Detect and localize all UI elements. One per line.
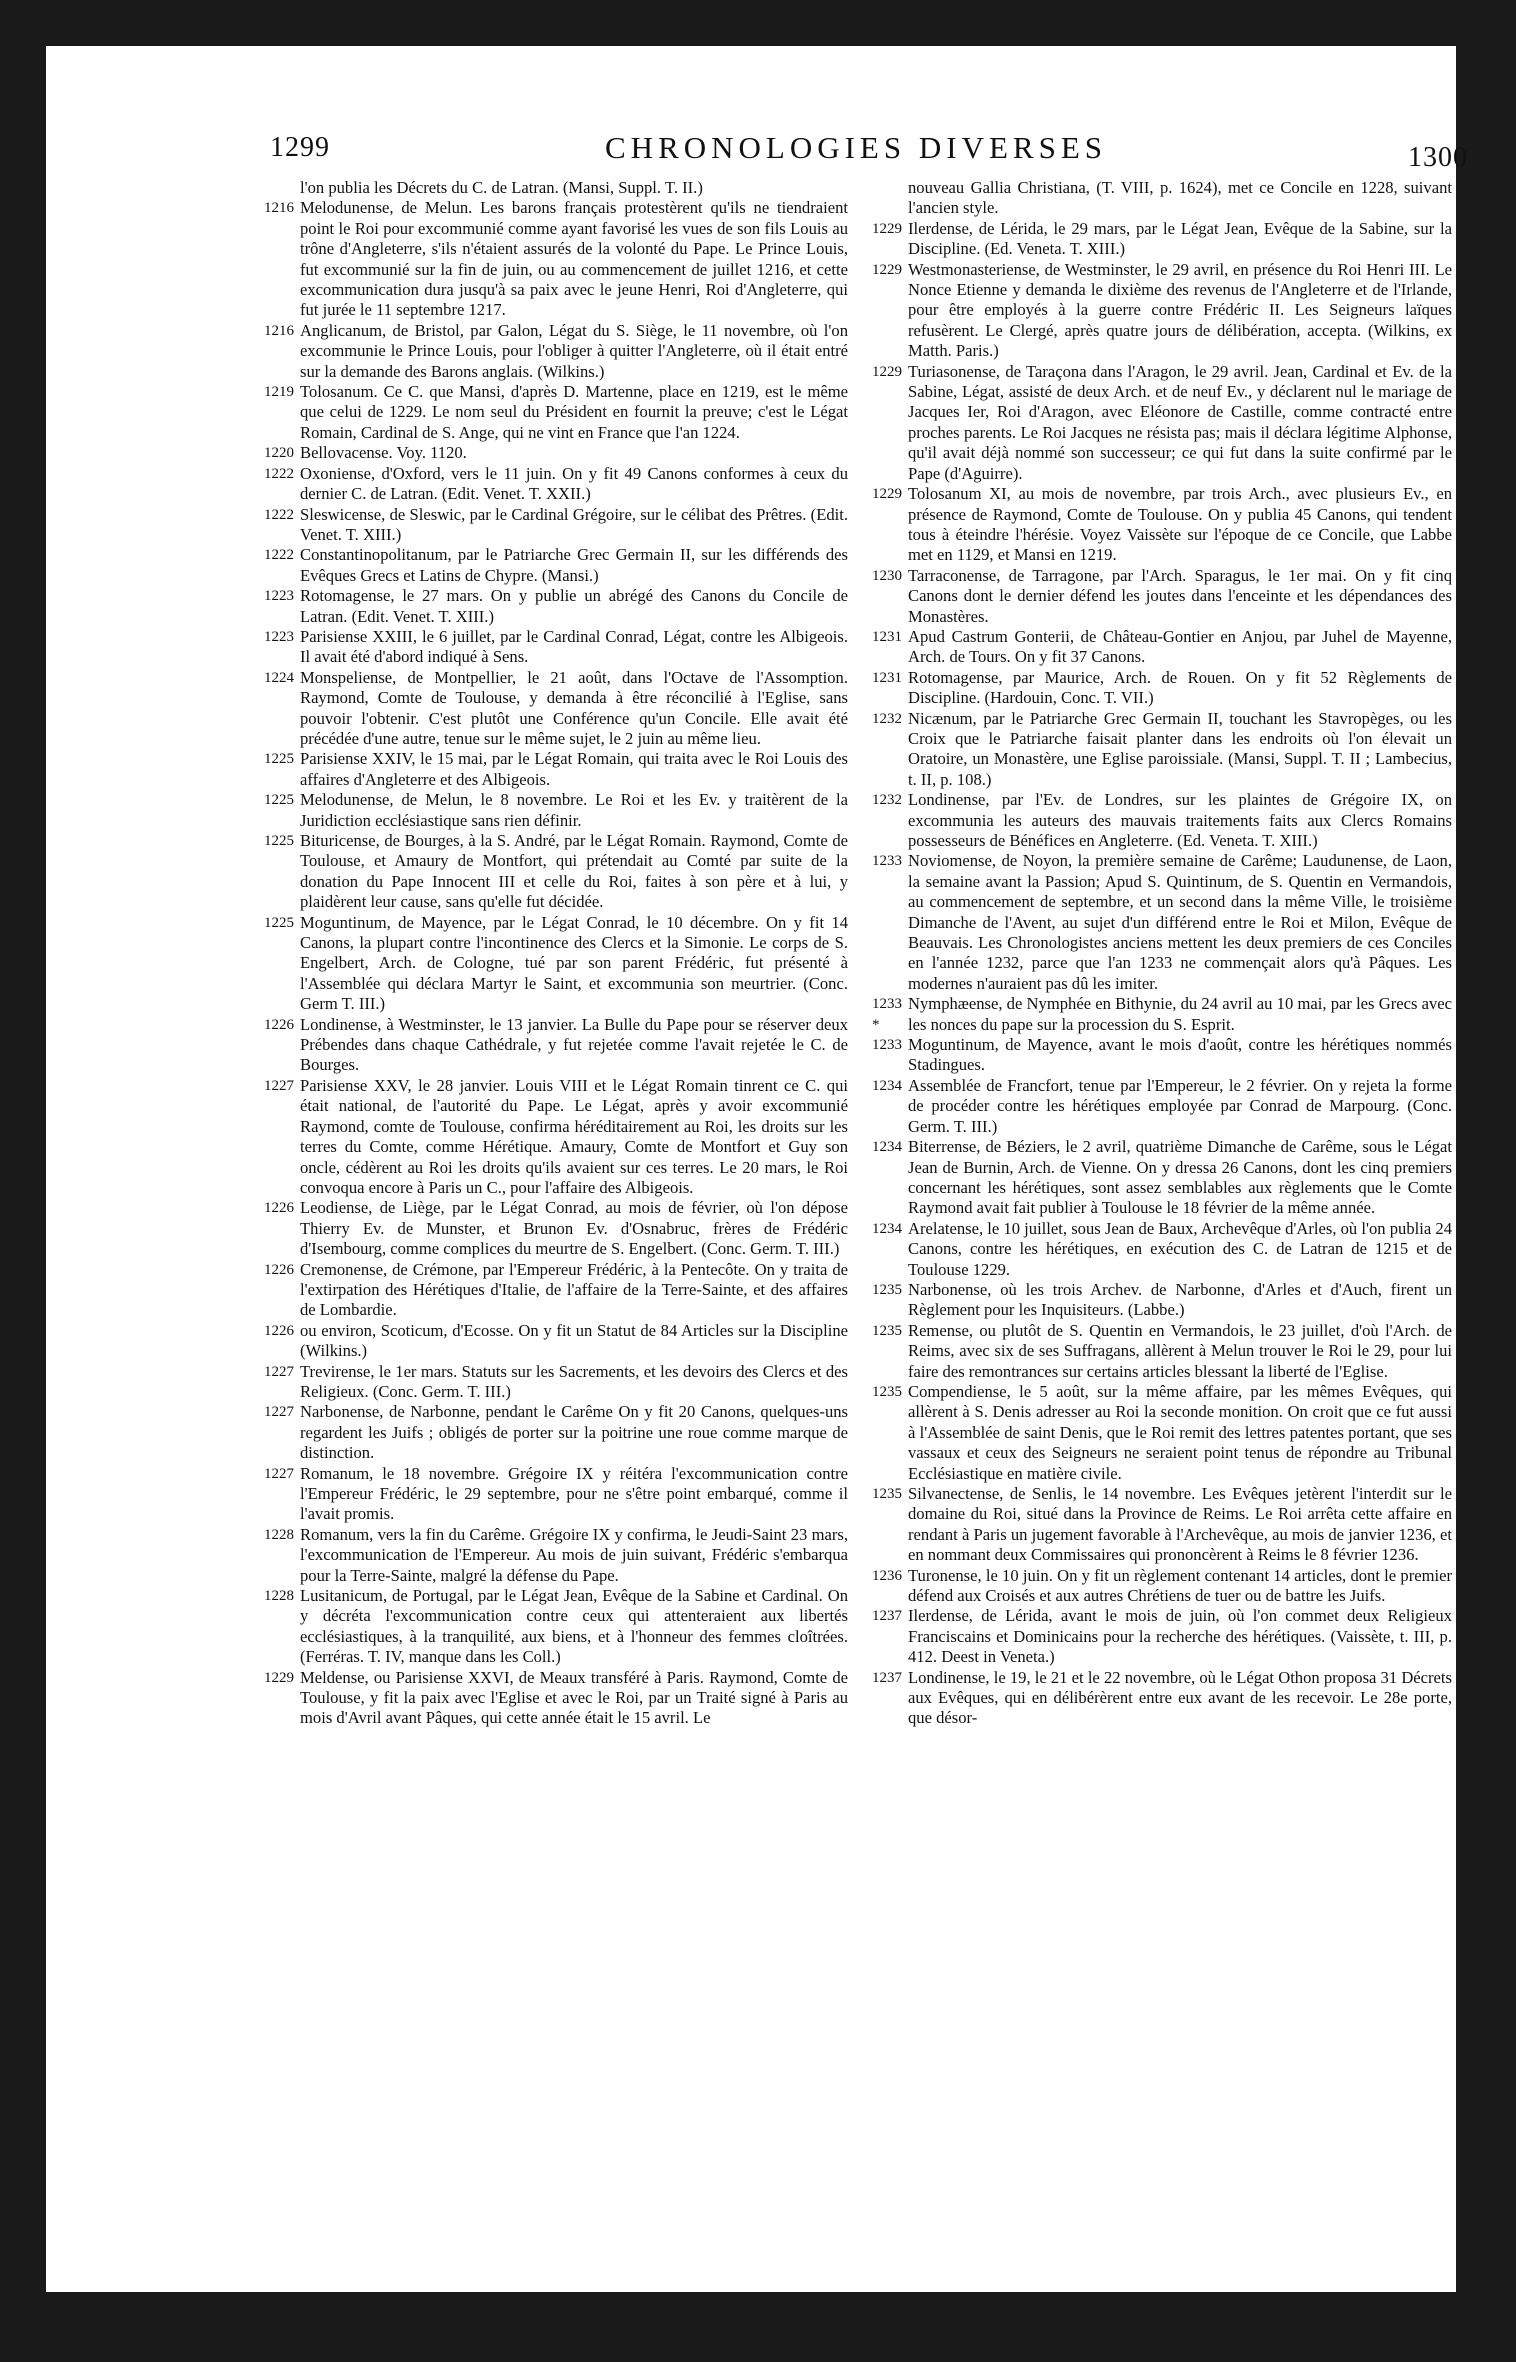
council-entry bbox=[872, 259, 1452, 362]
entry-year: 1234 bbox=[872, 1220, 902, 1237]
entry-year: 1223 bbox=[264, 628, 294, 645]
entry-year: 1227 bbox=[264, 1404, 294, 1421]
entry-year: 1216 bbox=[264, 200, 294, 217]
entry-text: Ilerdense, de Lérida, le 29 mars, par le Légat Jean, Evêque de la Sabine, sur la Discipline. (Ed. Veneta. T. XIII.) bbox=[908, 218, 1452, 259]
entry-text: Rotomagense, le 27 mars. On y publie un abrégé des Canons du Concile de Latran. (Edit. Venet. T. XIII.) bbox=[300, 586, 848, 626]
council-entry bbox=[872, 626, 1452, 668]
entry-year: 1226 bbox=[264, 1016, 294, 1033]
entry-text: Sleswicense, de Sleswic, par le Cardinal Grégoire, sur le célibat des Prêtres. (Edit. Venet. T. XIII.) bbox=[300, 504, 848, 544]
entry-text: Leodiense, de Liège, par le Légat Conrad, au mois de février, où l'on dépose Thierry Ev. de Munster, et Brunon Ev. d'Osnabruc, frères de Frédéric d'Isembourg, comme complices du meurtre de S. Engelbert. (Conc. Germ. T. III.) bbox=[300, 1198, 848, 1259]
council-entry bbox=[264, 198, 848, 320]
entry-text: Apud Castrum Gonterii, de Château-Gontier en Anjou, par Juhel de Mayenne, Arch. de Tours. On y fit 37 Canons. bbox=[908, 626, 1452, 667]
entry-text: Turonense, le 10 juin. On y fit un règlement contenant 14 articles, dont le premier défend aux Croisés et aux autres Chrétiens de tuer ou de battre les Juifs. bbox=[908, 1565, 1452, 1606]
entry-year: 1226 bbox=[264, 1322, 294, 1339]
council-entry bbox=[264, 626, 848, 668]
council-entry bbox=[872, 994, 1452, 1035]
council-entry bbox=[264, 1402, 848, 1463]
entry-text: Remense, ou plutôt de S. Quentin en Vermandois, le 23 juillet, d'où l'Arch. de Reims, avec six de ses Suffragans, allèrent à Melun trouver le Roi le 29, pour lui faire des remontrances sur certains articles blessant la liberté de l'Eglise. bbox=[908, 1320, 1452, 1381]
page-number-right: 1300 bbox=[1408, 142, 1468, 173]
entry-text: Parisiense XXIII, le 6 juillet, par le Cardinal Conrad, Légat, contre les Albigeois. Il avait été d'abord indiqué à Sens. bbox=[300, 626, 848, 667]
entry-text: Narbonense, de Narbonne, pendant le Carême On y fit 20 Canons, quelques-uns regardent les Juifs ; obligés de porter sur la poitrine une roue comme marque de distinction. bbox=[300, 1402, 848, 1463]
entry-year: 1220 bbox=[264, 445, 294, 462]
entry-text: Silvanectense, de Senlis, le 14 novembre. Les Evêques jetèrent l'interdit sur le domaine du Roi, situé dans la Province de Reims. Le Roi arrêta cette affaire en rendant à Paris un jugement favorable à l'Archevêque, au mois de janvier 1236, et en nommant deux Commissaires qui prononcèrent à Reims le 8 février 1236. bbox=[908, 1484, 1452, 1565]
entry-text: Londinense, par l'Ev. de Londres, sur les plaintes de Grégoire IX, on excommunia les auteurs des mauvais traitements faits aux Clercs Romains possesseurs de Bénéfices en Angleterre. (Ed. Veneta. T. XIII.) bbox=[908, 790, 1452, 850]
entry-text: Arelatense, le 10 juillet, sous Jean de Baux, Archevêque d'Arles, où l'on publia 24 Canons, contre les hérétiques, en exécution des C. de Latran de 1215 et de Toulouse 1229. bbox=[908, 1218, 1452, 1279]
council-entry bbox=[872, 851, 1452, 994]
entry-text: Londinense, à Westminster, le 13 janvier. La Bulle du Pape pour se réserver deux Prébendes dans chaque Cathédrale, y fut rejetée comme l'avait rejetée le C. de Bourges. bbox=[300, 1014, 848, 1075]
entry-text: Narbonense, où les trois Archev. de Narbonne, d'Arles et d'Auch, firent un Règlement pour les Inquisiteurs. (Labbe.) bbox=[908, 1279, 1452, 1320]
council-entry bbox=[264, 443, 848, 463]
entry-text: Monspeliense, de Montpellier, le 21 août, dans l'Octave de l'Assomption. Raymond, Comte de Toulouse, y demanda à être réconcilié à l'Eglise, sans pouvoir l'obtenir. C'est plutôt une Conférence qu'un Concile. Elle avait été précédée d'une autre, tenue sur le même sujet, le 2 juin au même lieu. bbox=[300, 667, 848, 748]
council-entry bbox=[264, 382, 848, 443]
entry-text: Nicænum, par le Patriarche Grec Germain II, touchant les Stavropèges, ou les Croix que le Patriarche faisait planter dans les endroits où l'on élevait un Oratoire, un Monastère, une Eglise paroissiale. (Mansi, Suppl. T. II ; Lambecius, t. II, p. 108.) bbox=[908, 708, 1452, 789]
entry-year: 1235 bbox=[872, 1322, 902, 1339]
council-entry bbox=[264, 1075, 848, 1198]
entry-year: 1227 bbox=[264, 1077, 294, 1094]
council-entry bbox=[872, 1667, 1452, 1729]
entry-year: 1225 bbox=[264, 792, 294, 809]
left-column bbox=[264, 178, 848, 1729]
entry-year: 1232 bbox=[872, 710, 902, 727]
council-entry bbox=[264, 463, 848, 505]
entry-text: Londinense, le 19, le 21 et le 22 novembre, où le Légat Othon proposa 31 Décrets aux Evêques, qui en délibérèrent entre eux avant de les recevoir. Le 28e porte, que désor- bbox=[908, 1667, 1452, 1728]
council-entry bbox=[872, 667, 1452, 709]
entry-year: 1229 bbox=[264, 1669, 294, 1686]
entry-year: 1216 bbox=[264, 322, 294, 339]
council-entry bbox=[264, 1259, 848, 1321]
council-entry bbox=[264, 1014, 848, 1076]
left-entries bbox=[264, 198, 848, 1728]
entry-text: Moguntinum, de Mayence, avant le mois d'août, contre les hérétiques nommés Stadingues. bbox=[908, 1035, 1452, 1075]
entry-year: 1222 bbox=[264, 506, 294, 523]
entry-year: 1237 bbox=[872, 1608, 902, 1625]
council-entry bbox=[264, 1524, 848, 1586]
entry-year: 1234 bbox=[872, 1077, 902, 1094]
page-number-left: 1299 bbox=[270, 132, 330, 163]
right-continuation: nouveau Gallia Christiana, (T. VIII, p. 1624), met ce Concile en 1228, suivant l'ancien style. bbox=[908, 178, 1452, 218]
council-entry bbox=[264, 749, 848, 790]
entry-year: 1228 bbox=[264, 1526, 294, 1543]
entry-year: 1223 bbox=[264, 588, 294, 605]
entry-text: Westmonasteriense, de Westminster, le 29 avril, en présence du Roi Henri III. Le Nonce Etienne y demanda le dixième des revenus de l'Angleterre et de l'Irlande, pour être employés à la guerre contre Frédéric II. Les Seigneurs laïques refusèrent. Le Clergé, après quatre jours de délibération, accepta. (Wilkins, ex Matth. Paris.) bbox=[908, 259, 1452, 361]
entry-year: 1233 bbox=[872, 1037, 902, 1054]
entry-text: Biterrense, de Béziers, le 2 avril, quatrième Dimanche de Carême, sous le Légat Jean de Burnin, Arch. de Vienne. On y dressa 26 Canons, dont les cinq premiers concernant les hérétiques, sont assez semblables aux règlements que le Comte Raymond avait fait publier à Toulouse le 18 février de la même année. bbox=[908, 1137, 1452, 1218]
entry-year: 1230 bbox=[872, 567, 902, 584]
council-entry bbox=[264, 1463, 848, 1525]
entry-text: Anglicanum, de Bristol, par Galon, Légat du S. Siège, le 11 novembre, où l'on excommunie le Prince Louis, pour l'obliger à quitter l'Angleterre, où il était entré sur la demande des Barons anglais. (Wilkins.) bbox=[300, 320, 848, 381]
entry-text: Noviomense, de Noyon, la première semaine de Carême; Laudunense, de Laon, la semaine avant la Passion; Apud S. Quintinum, de S. Quentin en Vermandois, au commencement de septembre, et un second dans la même Ville, le troisième Dimanche de l'Avent, au sujet d'un différend entre le Roi et Milon, Evêque de Beauvais. Les Chronologistes anciens mettent les deux premiers de ces Conciles en l'année 1232, parce que l'an 1233 ne commençait alors qu'à Pâques. Les modernes n'auraient pas dû les imiter. bbox=[908, 851, 1452, 993]
entry-text: Nymphæense, de Nymphée en Bithynie, du 24 avril au 10 mai, par les Grecs avec les nonces du pape sur la procession du S. Esprit. bbox=[908, 994, 1452, 1034]
entry-year: 1229 bbox=[872, 220, 902, 237]
entry-text: Parisiense XXIV, le 15 mai, par le Légat Romain, qui traita avec le Roi Louis des affaires d'Angleterre et des Albigeois. bbox=[300, 749, 848, 789]
council-entry bbox=[264, 1320, 848, 1362]
council-entry bbox=[264, 320, 848, 382]
council-entry bbox=[264, 1198, 848, 1259]
entry-text: Ilerdense, de Lérida, avant le mois de juin, où l'on commet deux Religieux Franciscains et Dominicains pour la recherche des hérétiques. (Vaissète, t. III, p. 412. Deest in Veneta.) bbox=[908, 1606, 1452, 1667]
entry-year: 1228 bbox=[264, 1588, 294, 1605]
entry-year: 1231 bbox=[872, 669, 902, 686]
council-entry bbox=[872, 1320, 1452, 1382]
entry-text: Assemblée de Francfort, tenue par l'Empereur, le 2 février. On y rejeta la forme de procéder contre les hérétiques employée par Conrad de Marpourg. (Conc. Germ. T. III.) bbox=[908, 1075, 1452, 1136]
entry-year: 1225 bbox=[264, 914, 294, 931]
running-title: CHRONOLOGIES DIVERSES bbox=[605, 130, 1107, 165]
entry-text: Melodunense, de Melun, le 8 novembre. Le Roi et les Ev. y traitèrent de la Juridiction ecclésiastique sans rien définir. bbox=[300, 790, 848, 830]
entry-year: 1233 * bbox=[872, 996, 902, 1033]
entry-year: 1235 bbox=[872, 1486, 902, 1502]
council-entry bbox=[264, 831, 848, 913]
entry-year: 1235 bbox=[872, 1281, 902, 1298]
entry-year: 1224 bbox=[264, 669, 294, 686]
entry-text: Melodunense, de Melun. Les barons français protestèrent qu'ils ne tiendraient point le Roi pour excommunié comme ayant favorisé les vues de son fils Louis au trône d'Angleterre, s'ils n'étaient assurés de la volonté du Pape. Le Prince Louis, fut excommunié sur la fin de juin, ou au commencement de juillet 1216, et cette excommunication dura jusqu'à sa paix avec le jeune Henri, Roi d'Angleterre, qui fut jurée le 11 septembre 1217. bbox=[300, 198, 848, 320]
entry-year: 1231 bbox=[872, 628, 902, 645]
entry-text: Moguntinum, de Mayence, par le Légat Conrad, le 10 décembre. On y fit 14 Canons, la plupart contre l'incontinence des Clercs et la Simonie. Le corps de S. Engelbert, Arch. de Cologne, tué par son parent Frédéric, fut présenté à l'Assemblée qui déclara Martyr le Saint, et excommunia son meurtrier. (Conc. Germ T. III.) bbox=[300, 912, 848, 1014]
council-entry bbox=[264, 1667, 848, 1729]
entry-text: Tolosanum XI, au mois de novembre, par trois Arch., avec plusieurs Ev., en présence de Raymond, Comte de Toulouse. On y publia 45 Canons, qui tendent tous à éteindre l'hérésie. Voyez Vaissète sur l'époque de ce Concile, que Labbe met en 1129, et Mansi en 1219. bbox=[908, 484, 1452, 565]
entry-text: Parisiense XXV, le 28 janvier. Louis VIII et le Légat Romain tinrent ce C. qui était national, de l'autorité du Pape. Le Légat, après y avoir excommunié Raymond, comte de Toulouse, confirma héréditairement au Roi, les droits sur les terres du Comte, comme Hérétique. Amaury, Comte de Montfort et Guy son oncle, cédèrent au Roi les droits qu'ils avaient sur ces terres. Le 20 mars, le Roi convoqua encore à Paris un C., pour l'affaire des Albigeois. bbox=[300, 1075, 848, 1197]
council-entry bbox=[264, 912, 848, 1015]
right-column bbox=[872, 178, 1452, 1729]
entry-year: 1232 bbox=[872, 792, 902, 809]
entry-year: 1235 bbox=[872, 1383, 902, 1400]
entry-year: 1222 bbox=[264, 465, 294, 482]
council-entry bbox=[872, 1606, 1452, 1667]
council-entry bbox=[872, 1218, 1452, 1280]
council-entry bbox=[872, 1279, 1452, 1321]
entry-year: 1227 bbox=[264, 1465, 294, 1482]
entry-year: 1227 bbox=[264, 1363, 294, 1380]
entry-text: Constantinopolitanum, par le Patriarche Grec Germain II, sur les différends des Evêques Grecs et Latins de Chypre. (Mansi.) bbox=[300, 545, 848, 585]
entry-year: 1236 bbox=[872, 1567, 902, 1584]
entry-year: 1234 bbox=[872, 1139, 902, 1156]
entry-text: ou environ, Scoticum, d'Ecosse. On y fit un Statut de 84 Articles sur la Discipline (Wilkins.) bbox=[300, 1320, 848, 1361]
entry-year: 1233 bbox=[872, 853, 902, 870]
entry-text: Trevirense, le 1er mars. Statuts sur les Sacrements, et les devoirs des Clercs et des Religieux. (Conc. Germ. T. III.) bbox=[300, 1361, 848, 1401]
council-entry bbox=[872, 1565, 1452, 1607]
council-entry bbox=[872, 1035, 1452, 1076]
entry-year: 1219 bbox=[264, 384, 294, 401]
council-entry bbox=[872, 1075, 1452, 1137]
entry-year: 1226 bbox=[264, 1200, 294, 1217]
entry-text: Compendiense, le 5 août, sur la même affaire, par les mêmes Evêques, qui allèrent à S. Denis adresser au Roi la seconde monition. On croit que ce fut aussi à l'Assemblée de saint Denis, que le Roi remit des lettres patentes portant, que ses vassaux et ceux des Seigneurs ne seraient point tenus de répondre au Tribunal Ecclésiastique en matière civile. bbox=[908, 1381, 1452, 1483]
council-entry bbox=[264, 504, 848, 546]
council-entry bbox=[872, 790, 1452, 851]
entry-year: 1229 bbox=[872, 486, 902, 503]
entry-text: Bellovacense. Voy. 1120. bbox=[300, 443, 467, 463]
entry-text: Bituricense, de Bourges, à la S. André, par le Légat Romain. Raymond, Comte de Toulouse, et Amaury de Montfort, qui prétendait au Comté par suite de la donation du Pape Innocent III et celle du Roi, faites à son père et à lui, y plaidèrent leur cause, sans qu'elle fut décidée. bbox=[300, 831, 848, 912]
entry-year: 1226 bbox=[264, 1261, 294, 1278]
council-entry bbox=[872, 1137, 1452, 1219]
council-entry bbox=[264, 790, 848, 831]
entry-text: Tarraconense, de Tarragone, par l'Arch. Sparagus, le 1er mai. On y fit cinq Canons dont le dernier défend les joutes dans l'enceinte et les dépendances des Monastères. bbox=[908, 565, 1452, 626]
right-entries bbox=[872, 218, 1452, 1729]
entry-text: Romanum, vers la fin du Carême. Grégoire IX y confirma, le Jeudi-Saint 23 mars, l'excommunication de l'Empereur. Au mois de juin suivant, Frédéric s'embarqua pour la Terre-Sainte, malgré la défense du Pape. bbox=[300, 1524, 848, 1585]
entry-text: Oxoniense, d'Oxford, vers le 11 juin. On y fit 49 Canons conformes à ceux du dernier C. de Latran. (Edit. Venet. T. XXII.) bbox=[300, 463, 848, 504]
left-continuation: l'on publia les Décrets du C. de Latran. (Mansi, Suppl. T. II.) bbox=[300, 178, 703, 197]
council-entry bbox=[264, 667, 848, 750]
entry-text: Rotomagense, par Maurice, Arch. de Rouen. On y fit 52 Règlements de Discipline. (Hardouin, Conc. T. VII.) bbox=[908, 667, 1452, 708]
council-entry bbox=[264, 1361, 848, 1403]
entry-year: 1225 bbox=[264, 751, 294, 768]
entry-text: Turiasonense, de Taraçona dans l'Aragon, le 29 avril. Jean, Cardinal et Ev. de la Sabine, Légat, assisté de deux Arch. et de neuf Ev., y déclarent nul le mariage de Jacques Ier, Roi d'Aragon, avec Eléonore de Castille, comme contracté entre proches parents. Le Roi Jacques ne résista pas; mais il déclara légitime Alphonse, qu'il avait déjà nommé son successeur; ce qui fut dans la suite confirmé par le Pape (d'Aguirre). bbox=[908, 361, 1452, 483]
council-entry bbox=[872, 218, 1452, 260]
council-entry bbox=[264, 586, 848, 627]
entry-text: Lusitanicum, de Portugal, par le Légat Jean, Evêque de la Sabine et Cardinal. On y décréta l'excommunication contre ceux qui attenteraient aux libertés ecclésiastiques, à la tranquilité, aux biens, et à l'honneur des femmes cloîtrées. (Ferréras. T. IV, manque dans les Coll.) bbox=[300, 1586, 848, 1667]
council-entry bbox=[872, 1381, 1452, 1484]
council-entry bbox=[872, 708, 1452, 791]
entry-year: 1237 bbox=[872, 1669, 902, 1686]
council-entry bbox=[264, 545, 848, 586]
council-entry bbox=[872, 484, 1452, 566]
council-entry bbox=[872, 1484, 1452, 1566]
council-entry bbox=[872, 565, 1452, 627]
council-entry bbox=[264, 1586, 848, 1668]
council-entry bbox=[872, 361, 1452, 484]
entry-text: Cremonense, de Crémone, par l'Empereur Frédéric, à la Pentecôte. On y traita de l'extirpation des Hérétiques d'Italie, de l'affaire de la Terre-Sainte, et des affaires de Lombardie. bbox=[300, 1259, 848, 1320]
entry-text: Tolosanum. Ce C. que Mansi, d'après D. Martenne, place en 1219, est le même que celui de 1229. Le nom seul du Président en fournit la preuve; c'est le Légat Romain, Cardinal de S. Ange, qui ne vint en France que l'an 1224. bbox=[300, 382, 848, 442]
entry-year: 1222 bbox=[264, 547, 294, 564]
entry-year: 1229 bbox=[872, 261, 902, 278]
entry-year: 1229 bbox=[872, 363, 902, 380]
entry-year: 1225 bbox=[264, 833, 294, 849]
entry-text: Romanum, le 18 novembre. Grégoire IX y réitéra l'excommunication contre l'Empereur Frédéric, le 29 septembre, pour ne s'être point embarqué, comme il l'avait promis. bbox=[300, 1463, 848, 1524]
entry-text: Meldense, ou Parisiense XXVI, de Meaux transféré à Paris. Raymond, Comte de Toulouse, y fit la paix avec l'Eglise et avec le Roi, par un Traité signé à Paris au mois d'Avril avant Pâques, qui cette année était le 15 avril. Le bbox=[300, 1667, 848, 1728]
